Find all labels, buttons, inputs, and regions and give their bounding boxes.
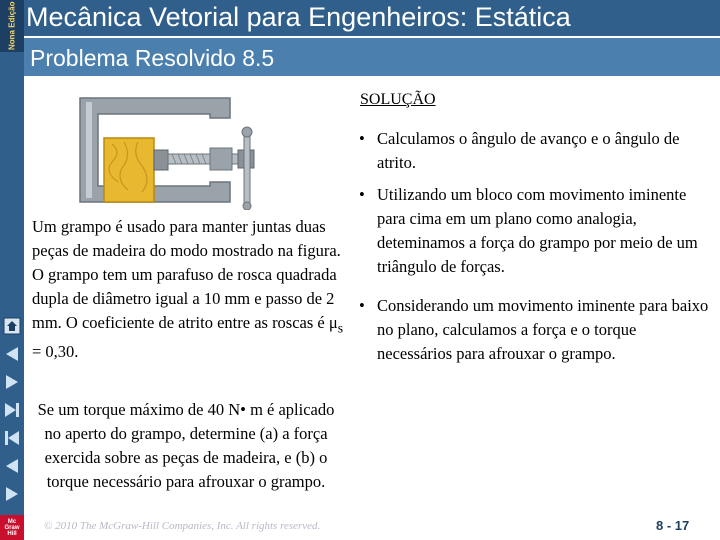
prev-icon bbox=[3, 457, 21, 475]
next-icon bbox=[3, 485, 21, 503]
problem-statement: Um grampo é usado para manter juntas duas peças de madeira do modo mostrado na figura. O grampo tem um parafuso de rosca quadrada dupla de diâmetro igual a 10 mm e passo de 2 mm. O coeficiente de atrito entre as roscas é $\mu_s = 0,30$. bbox=[32, 217, 344, 362]
bullet-dot: • bbox=[359, 129, 365, 148]
prev-button[interactable] bbox=[0, 453, 24, 479]
page-subtitle: Problema Resolvido 8.5 bbox=[30, 45, 275, 71]
back-button[interactable] bbox=[0, 341, 24, 367]
bullet-dot: • bbox=[359, 296, 365, 315]
publisher-logo: Mc Graw Hill bbox=[0, 515, 24, 540]
clamp-pad bbox=[154, 150, 168, 170]
mu-symbol: μ bbox=[328, 313, 338, 332]
home-button[interactable] bbox=[0, 313, 24, 339]
solution-bullet bbox=[359, 294, 715, 366]
clamp-nut bbox=[210, 148, 232, 170]
first-button[interactable] bbox=[0, 425, 24, 451]
solution-bullet bbox=[359, 183, 715, 279]
solution-heading: SOLUÇÃO bbox=[360, 91, 436, 108]
solution-bullet-text: Considerando um movimento iminente para baixo no plano, calculamos a força e o torque necessários para afrouxar o grampo. bbox=[377, 296, 709, 363]
clamp-frame-highlight bbox=[86, 102, 92, 198]
end-icon bbox=[3, 401, 21, 419]
handle-knob-bottom bbox=[243, 202, 251, 210]
wood-block bbox=[104, 138, 154, 202]
mu-subscript: s bbox=[337, 320, 344, 336]
solution-bullet-text: Calculamos o ângulo de avanço e o ângulo de atrito. bbox=[377, 129, 680, 172]
first-icon bbox=[3, 429, 21, 447]
bullet-dot: • bbox=[359, 185, 365, 204]
solution-bullet bbox=[359, 127, 715, 175]
clamp-illustration bbox=[60, 90, 280, 210]
handle-knob-top bbox=[242, 127, 252, 137]
page-number: 8 - 17 bbox=[656, 518, 690, 533]
handle-bar bbox=[244, 132, 250, 206]
problem-question: Se um torque máximo de 40 N• m é aplicado no aperto do grampo, determine (a) a força exercida sobre as peças de madeira, e (b) o torque necessário para afrouxar o grampo. bbox=[37, 400, 335, 491]
page-title: Mecânica Vetorial para Engenheiros: Estática bbox=[26, 2, 571, 32]
back-icon bbox=[3, 345, 21, 363]
edition-label: Nona Edição bbox=[0, 0, 24, 52]
next-button[interactable] bbox=[0, 481, 24, 507]
end-button[interactable] bbox=[0, 397, 24, 423]
forward-icon bbox=[3, 373, 21, 391]
solution-bullet-text: Utilizando um bloco com movimento iminente para cima em um plano como analogia, deteminamos a força do grampo por meio de um triângulo de forças. bbox=[377, 185, 698, 276]
forward-button[interactable] bbox=[0, 369, 24, 395]
copyright-footer: © 2010 The McGraw-Hill Companies, Inc. All rights reserved. bbox=[44, 520, 321, 532]
home-icon bbox=[3, 317, 21, 335]
